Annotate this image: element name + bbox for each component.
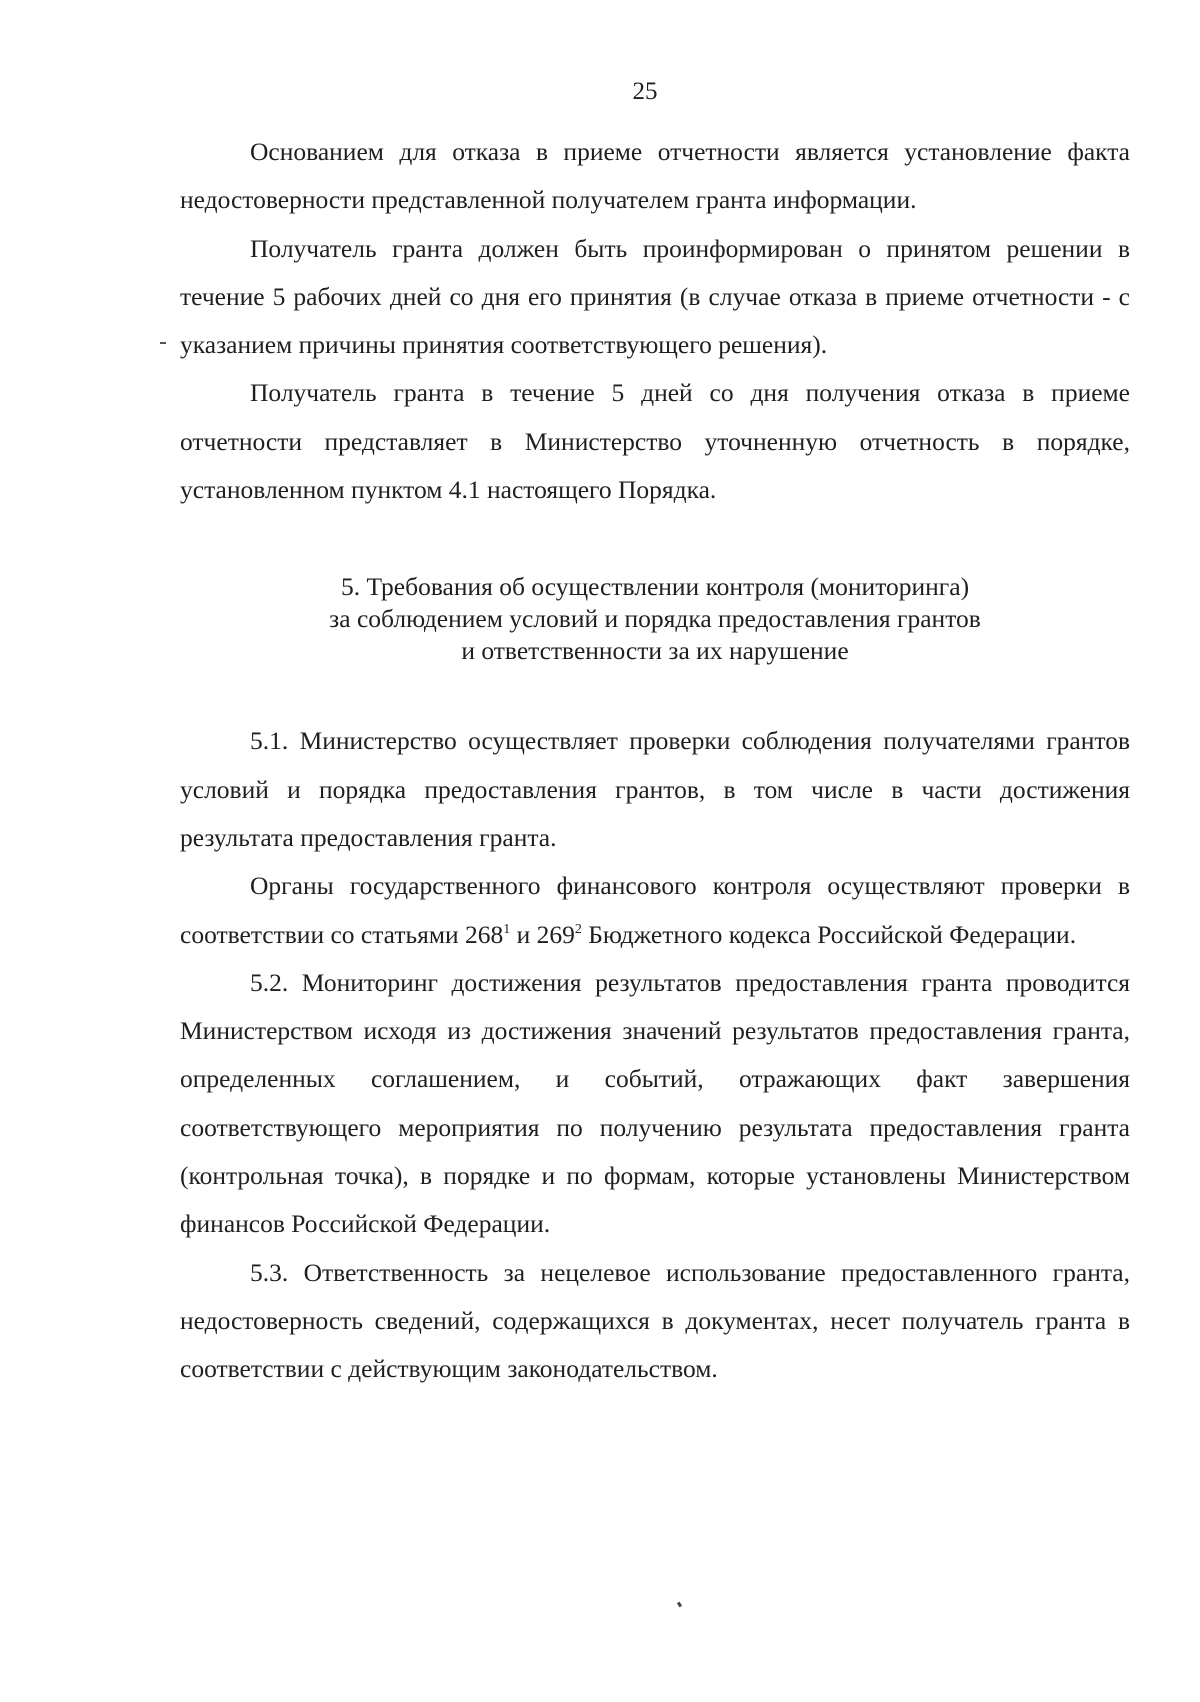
article-268-superscript: 1 [503, 921, 511, 937]
document-body [180, 128, 1130, 1394]
financial-control-text-2: и 269 [510, 919, 575, 949]
section-heading-line-2: за соблюдением условий и порядка предоставления грантов [329, 604, 981, 634]
scan-artifact-dot [677, 1602, 682, 1608]
financial-control-text-1: Органы государственного финансового контроля осуществляют проверки в соответствии со статьями 268 [180, 871, 1130, 949]
paragraph-refusal-basis: Основанием для отказа в приеме отчетности является установление факта недостоверности представленной получателем гранта информации. [180, 137, 1130, 215]
paragraph-financial-control [180, 862, 1130, 959]
paragraph-5-3: 5.3. Ответственность за нецелевое использование предоставленного гранта, недостоверность сведений, содержащихся в документах, несет получатель гранта в соответствии с действующим законодательством. [180, 1257, 1130, 1384]
financial-control-text-3: Бюджетного кодекса Российской Федерации. [581, 919, 1077, 949]
section-heading-line-1: 5. Требования об осуществлении контроля (мониторинга) [340, 572, 970, 602]
paragraph-recipient-informed: Получатель гранта должен быть проинформирован о принятом решении в течение 5 рабочих дней со дня его принятия (в случае отказа в приеме отчетности - с указанием причины принятия соответствующего решения). [180, 233, 1130, 360]
paragraph-corrected-report: Получатель гранта в течение 5 дней со дня получения отказа в приеме отчетности представляет в Министерство уточненную отчетность в порядке, установленном пунктом 4.1 настоящего Порядка. [180, 378, 1130, 505]
article-269-superscript: 2 [574, 921, 582, 937]
paragraph-5-1: 5.1. Министерство осуществляет проверки соблюдения получателями грантов условий и порядка предоставления грантов, в том числе в части достижения результата предоставления гранта. [180, 726, 1130, 852]
page-number: 25 [632, 78, 658, 105]
scan-artifact-dash [160, 342, 166, 344]
section-heading [180, 571, 1130, 667]
paragraph-5-2: 5.2. Мониторинг достижения результатов предоставления гранта проводится Министерством исходя из достижения значений результатов предоставления гранта, определенных соглашением, и событий, отражающих факт завершения соответствующего мероприятия по получению результата предоставления гранта (контрольная точка), в порядке и по формам, которые установлены Министерством финансов Российской Федерации. [180, 967, 1130, 1239]
section-heading-line-3: и ответственности за их нарушение [461, 636, 849, 666]
